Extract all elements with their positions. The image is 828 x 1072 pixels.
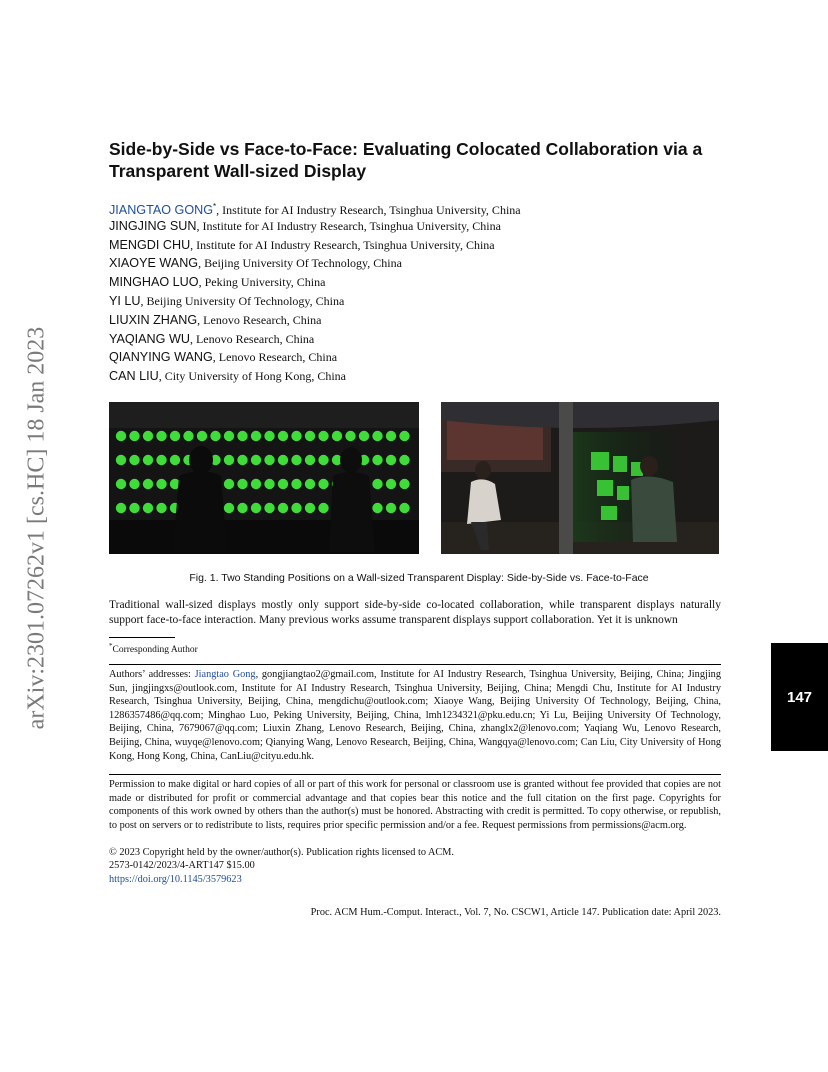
author-affiliation: , Institute for AI Industry Research, Tsinghua University, China [190, 237, 495, 252]
permission-rule [109, 774, 721, 775]
display-green-cell [116, 455, 126, 465]
issn-price-line: 2573-0142/2023/4-ART147 $15.00 [109, 860, 255, 871]
author-entry [109, 236, 729, 255]
author-list [109, 198, 729, 386]
display-green-cell [305, 503, 315, 513]
author-address-link[interactable]: Jiangtao Gong [194, 669, 256, 680]
display-green-cell [359, 431, 369, 441]
author-entry [109, 198, 729, 217]
display-green-cell [156, 431, 166, 441]
display-green-cell [399, 455, 409, 465]
display-green-cell [399, 479, 409, 489]
author-name: QIANYING WANG [109, 350, 213, 365]
author-name: CAN LIU [109, 369, 159, 384]
author-affiliation: , Beijing University Of Technology, China [140, 293, 345, 308]
addresses-body: , gongjiangtao2@gmail.com, Institute for AI Industry Research, Tsinghua University, Beijing, China; Jingjing Sun, jingjingxs@outlook.com, Institute for AI Industry Research, Tsinghua University, Beijing, China; Mengdi Chu, Institute for AI Industry Research, Tsinghua University, Beijing, China, mengdichu@outlook.com; Xiaoye Wang, Beijing University Of Technology, Beijing, China, 1286357486@qq.com; Minghao Luo, Peking University, Beijing, China, lmh1234321@pku.edu.cn; Yi Lu, Beijing University Of Technology, Beijing, China, 7679067@qq.com; Liuxin Zhang, Lenovo Research, Beijing, China, zhanglx2@lenovo.com; Yaqiang Wu, Lenovo Research, Beijing, China, wuyqe@lenovo.com; Qianying Wang, Lenovo Research, Beijing, China, Wangqya@lenovo.com; Can Liu, City University of Hong Kong, Hong Kong, China, CanLiu@cityu.edu.hk. [109, 669, 721, 762]
article-number: 147 [786, 688, 813, 706]
display-green-cell [305, 479, 315, 489]
author-affiliation: , Beijing University Of Technology, China [198, 256, 402, 271]
display-green-cell [224, 455, 234, 465]
display-green-cell [264, 503, 274, 513]
authors-addresses [109, 668, 721, 763]
author-name: MENGDI CHU [109, 237, 191, 252]
display-green-cell [386, 479, 396, 489]
abstract-text: Traditional wall-sized displays mostly only support side-by-side co-located collaboration, while transparent displays naturally support face-to-face interaction. Many previous works assume transparent displays support collaboration. Yet it is unknown [109, 599, 721, 626]
author-entry [109, 217, 729, 236]
display-green-cell [237, 455, 247, 465]
display-green-cell [237, 479, 247, 489]
author-name: YAQIANG WU [109, 331, 190, 346]
display-green-cell [318, 455, 328, 465]
arxiv-identifier-stamp [22, 290, 52, 765]
journal-footer: Proc. ACM Hum.-Comput. Interact., Vol. 7, No. CSCW1, Article 147. Publication date: April 2023. [310, 907, 721, 918]
display-green-cell [156, 503, 166, 513]
display-green-cell [264, 431, 274, 441]
display-green-cell [386, 455, 396, 465]
display-green-cell [224, 479, 234, 489]
author-entry [109, 273, 729, 292]
display-green-cell [129, 479, 139, 489]
display-green-cell [399, 503, 409, 513]
corresponding-author-note [109, 642, 198, 655]
display-green-cell [399, 431, 409, 441]
display-green-cell [251, 455, 261, 465]
display-green-cell [291, 455, 301, 465]
corresponding-marker: * [213, 202, 217, 211]
display-green-cell [278, 479, 288, 489]
display-green-cell [251, 479, 261, 489]
display-green-cell [224, 503, 234, 513]
display-green-cell [318, 503, 328, 513]
display-green-cell [156, 479, 166, 489]
display-green-cell [291, 479, 301, 489]
author-affiliation: , Institute for AI Industry Research, Tsinghua University, China [216, 203, 521, 218]
display-green-cell [197, 431, 207, 441]
author-affiliation: , Peking University, China [198, 275, 326, 290]
display-green-cell [129, 431, 139, 441]
display-green-cell [291, 503, 301, 513]
display-green-cell [305, 431, 315, 441]
author-affiliation: , Lenovo Research, China [189, 331, 315, 346]
footnote-rule [109, 637, 175, 638]
display-green-cell [372, 431, 382, 441]
display-green-cell [278, 455, 288, 465]
display-green-cell [264, 455, 274, 465]
display-green-cell [264, 479, 274, 489]
author-affiliation: , Lenovo Research, China [197, 312, 322, 327]
display-green-cell [305, 455, 315, 465]
author-entry [109, 330, 729, 349]
display-green-cell [143, 503, 153, 513]
display-green-cell [170, 455, 180, 465]
author-name: XIAOYE WANG [109, 256, 199, 271]
corresponding-author-label: Corresponding Author [112, 645, 198, 656]
paper-title: Side-by-Side vs Face-to-Face: Evaluating Colocated Collaboration via a Transparent Wall-sized Display [109, 139, 703, 181]
display-green-cell [386, 503, 396, 513]
display-green-cell [372, 479, 382, 489]
permission-notice: Permission to make digital or hard copies of all or part of this work for personal or classroom use is granted without fee provided that copies are not made or distributed for profit or commercial advantage and that copies bear this notice and the full citation on the first page. Copyrights for components of this work owned by others than the author(s) must be honored. Abstracting with credit is permitted. To copy otherwise, or republish, to post on servers or to redistribute to lists, requires prior specific permission and/or a fee. Request permissions from permissions@acm.org. [109, 779, 721, 831]
display-green-cell [143, 431, 153, 441]
display-green-cell [237, 503, 247, 513]
addresses-prefix: Authors’ addresses: [109, 669, 195, 680]
display-green-cell [372, 455, 382, 465]
figure-photo-face-to-face [441, 402, 719, 554]
display-green-cell [224, 431, 234, 441]
display-green-cell [291, 431, 301, 441]
author-affiliation: , City University of Hong Kong, China [158, 369, 347, 384]
display-green-cell [156, 455, 166, 465]
author-entry [109, 254, 729, 273]
display-green-cell [129, 503, 139, 513]
display-green-cell [116, 503, 126, 513]
display-green-cell [318, 431, 328, 441]
display-green-cell [116, 479, 126, 489]
display-green-cell [237, 431, 247, 441]
author-name: MINGHAO LUO [109, 275, 199, 290]
copyright-line: © 2023 Copyright held by the owner/author(s). Publication rights licensed to ACM. [109, 847, 455, 858]
display-green-cell [143, 479, 153, 489]
author-name: JINGJING SUN [109, 218, 197, 233]
display-green-cell [251, 503, 261, 513]
display-green-cell [278, 431, 288, 441]
display-green-cell [129, 455, 139, 465]
author-entry [109, 292, 729, 311]
display-green-cell [332, 431, 342, 441]
article-number-tab [771, 643, 828, 751]
display-green-cell [143, 455, 153, 465]
author-name: YI LU [109, 293, 141, 308]
footnote-marker: * [109, 642, 113, 650]
author-entry [109, 348, 729, 367]
display-green-cell [345, 431, 355, 441]
display-green-cell [318, 479, 328, 489]
display-green-cell [278, 503, 288, 513]
author-entry [109, 367, 729, 386]
display-green-cell [210, 431, 220, 441]
author-name: LIUXIN ZHANG [109, 312, 198, 327]
display-green-cell [251, 431, 261, 441]
display-green-cell [386, 431, 396, 441]
display-green-cell [183, 431, 193, 441]
addresses-rule [109, 664, 721, 665]
display-green-cell [170, 431, 180, 441]
author-affiliation: , Lenovo Research, China [212, 350, 338, 365]
author-entry [109, 311, 729, 330]
arxiv-stamp-text: arXiv:2301.07262v1 [cs.HC] 18 Jan 2023 [23, 326, 50, 729]
display-green-cell [116, 431, 126, 441]
figure-photo-side-by-side [109, 402, 419, 554]
display-green-cell [372, 503, 382, 513]
author-affiliation: , Institute for AI Industry Research, Tsinghua University, China [196, 218, 501, 233]
doi-link[interactable]: https://doi.org/10.1145/3579623 [109, 874, 242, 885]
author-name-link[interactable]: JIANGTAO GONG* [109, 202, 217, 218]
figure-caption: Fig. 1. Two Standing Positions on a Wall-sized Transparent Display: Side-by-Side vs. Face-to-Face [189, 572, 649, 584]
